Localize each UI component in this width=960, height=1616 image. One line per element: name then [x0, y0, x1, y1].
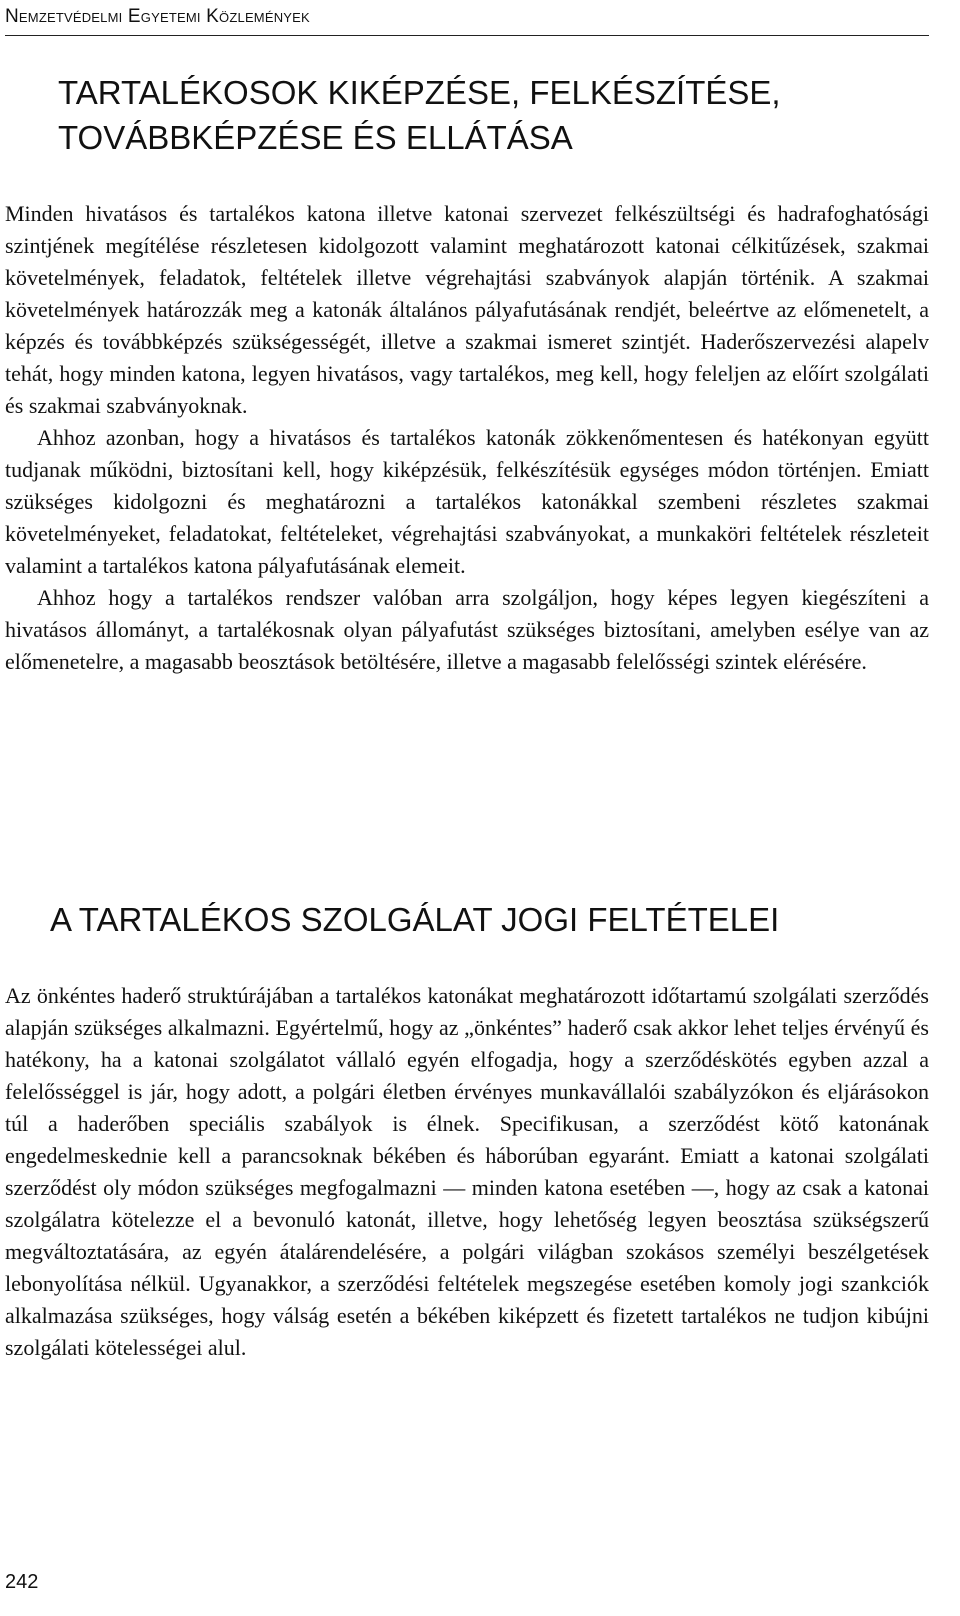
section-body	[5, 980, 929, 1364]
section-heading: A TARTALÉKOS SZOLGÁLAT JOGI FELTÉTELEI	[50, 901, 780, 938]
paragraph: Minden hivatásos és tartalékos katona illetve katonai szervezet felkészültségi és hadrafoghatósági szintjének megítélése részletesen kidolgozott valamint meghatározott katonai célkitűzések, szakmai követelmények, feladatok, feltételek illetve végrehajtási szabványok alapján történik. A szakmai követelmények határozzák meg a katonák általános pályafutásának rendjét, beleértve az előmenetelt, a képzés és továbbképzés szükségességét, illetve a szakmai ismeret szintjét. Haderőszervezési alapelv tehát, hogy minden katona, legyen hivatásos, vagy tartalékos, meg kell, hogy feleljen az előírt szolgálati és szakmai szabványoknak.	[5, 201, 929, 418]
paragraph: Ahhoz hogy a tartalékos rendszer valóban arra szolgáljon, hogy képes legyen kiegészíteni a hivatásos állományt, a tartalékosnak olyan pályafutást szükséges biztosítani, amelyben esélye van az előmenetelre, a magasabb beosztások betöltésére, illetve a magasabb felelősségi szintek elérésére.	[5, 585, 929, 674]
chapter-title	[58, 70, 938, 160]
paragraph: Ahhoz azonban, hogy a hivatásos és tartalékos katonák zökkenőmentesen és hatékonyan együtt tudjanak működni, biztosítani kell, hogy kiképzésük, felkészítésük egységes módon történjen. Emiatt szükséges kidolgozni és meghatározni a tartalékos katonákkal szembeni részletes szakmai követelményeket, feladatokat, feltételeket, végrehajtási szabványokat, a munkaköri feltételek részleteit valamint a tartalékos katona pályafutásának elemeit.	[5, 425, 929, 578]
paragraph: Az önkéntes haderő struktúrájában a tartalékos katonákat meghatározott időtartamú szolgálati szerződés alapján szükséges alkalmazni. Egyértelmű, hogy az „önkéntes” haderő csak akkor lehet teljes érvényű és hatékony, ha a katonai szolgálatot vállaló egyén elfogadja, hogy a szerződéskötés egyben azzal a felelősséggel is jár, hogy adott, a polgári életben érvényes munkavállalói szabályzókon és eljárásokon túl a haderőben speciális szabályok is élnek. Specifikusan, a szerződést kötő katonának engedelmeskednie kell a parancsoknak békében és háborúban egyaránt. Emiatt a katonai szolgálati szerződést oly módon szükséges megfogalmazni — minden katona esetében —, hogy az csak a katonai szolgálatra kötelezze el a bevonuló katonát, illetve, hogy lehetőség legyen beosztása szükségszerű megváltoztatására, az egyén átalárendelésére, a polgári világban szokásos személyi beszélgetések lebonyolítása nélkül. Ugyanakkor, a szerződési feltételek megszegése esetében komoly jogi szankciók alkalmazása szükséges, hogy válság esetén a békében kiképzett és fizetett tartalékos ne tudjon kibújni szolgálati kötelességei alul.	[5, 983, 929, 1360]
chapter-title-line-1: TARTALÉKOSOK KIKÉPZÉSE, FELKÉSZÍTÉSE,	[58, 74, 781, 111]
header-divider	[5, 35, 929, 36]
page-number: 242	[5, 1571, 39, 1593]
chapter-title-line-2: TOVÁBBKÉPZÉSE ÉS ELLÁTÁSA	[58, 119, 573, 156]
chapter-body	[5, 198, 929, 678]
running-header: Nemzetvédelmi Egyetemi Közlemények	[5, 6, 310, 27]
